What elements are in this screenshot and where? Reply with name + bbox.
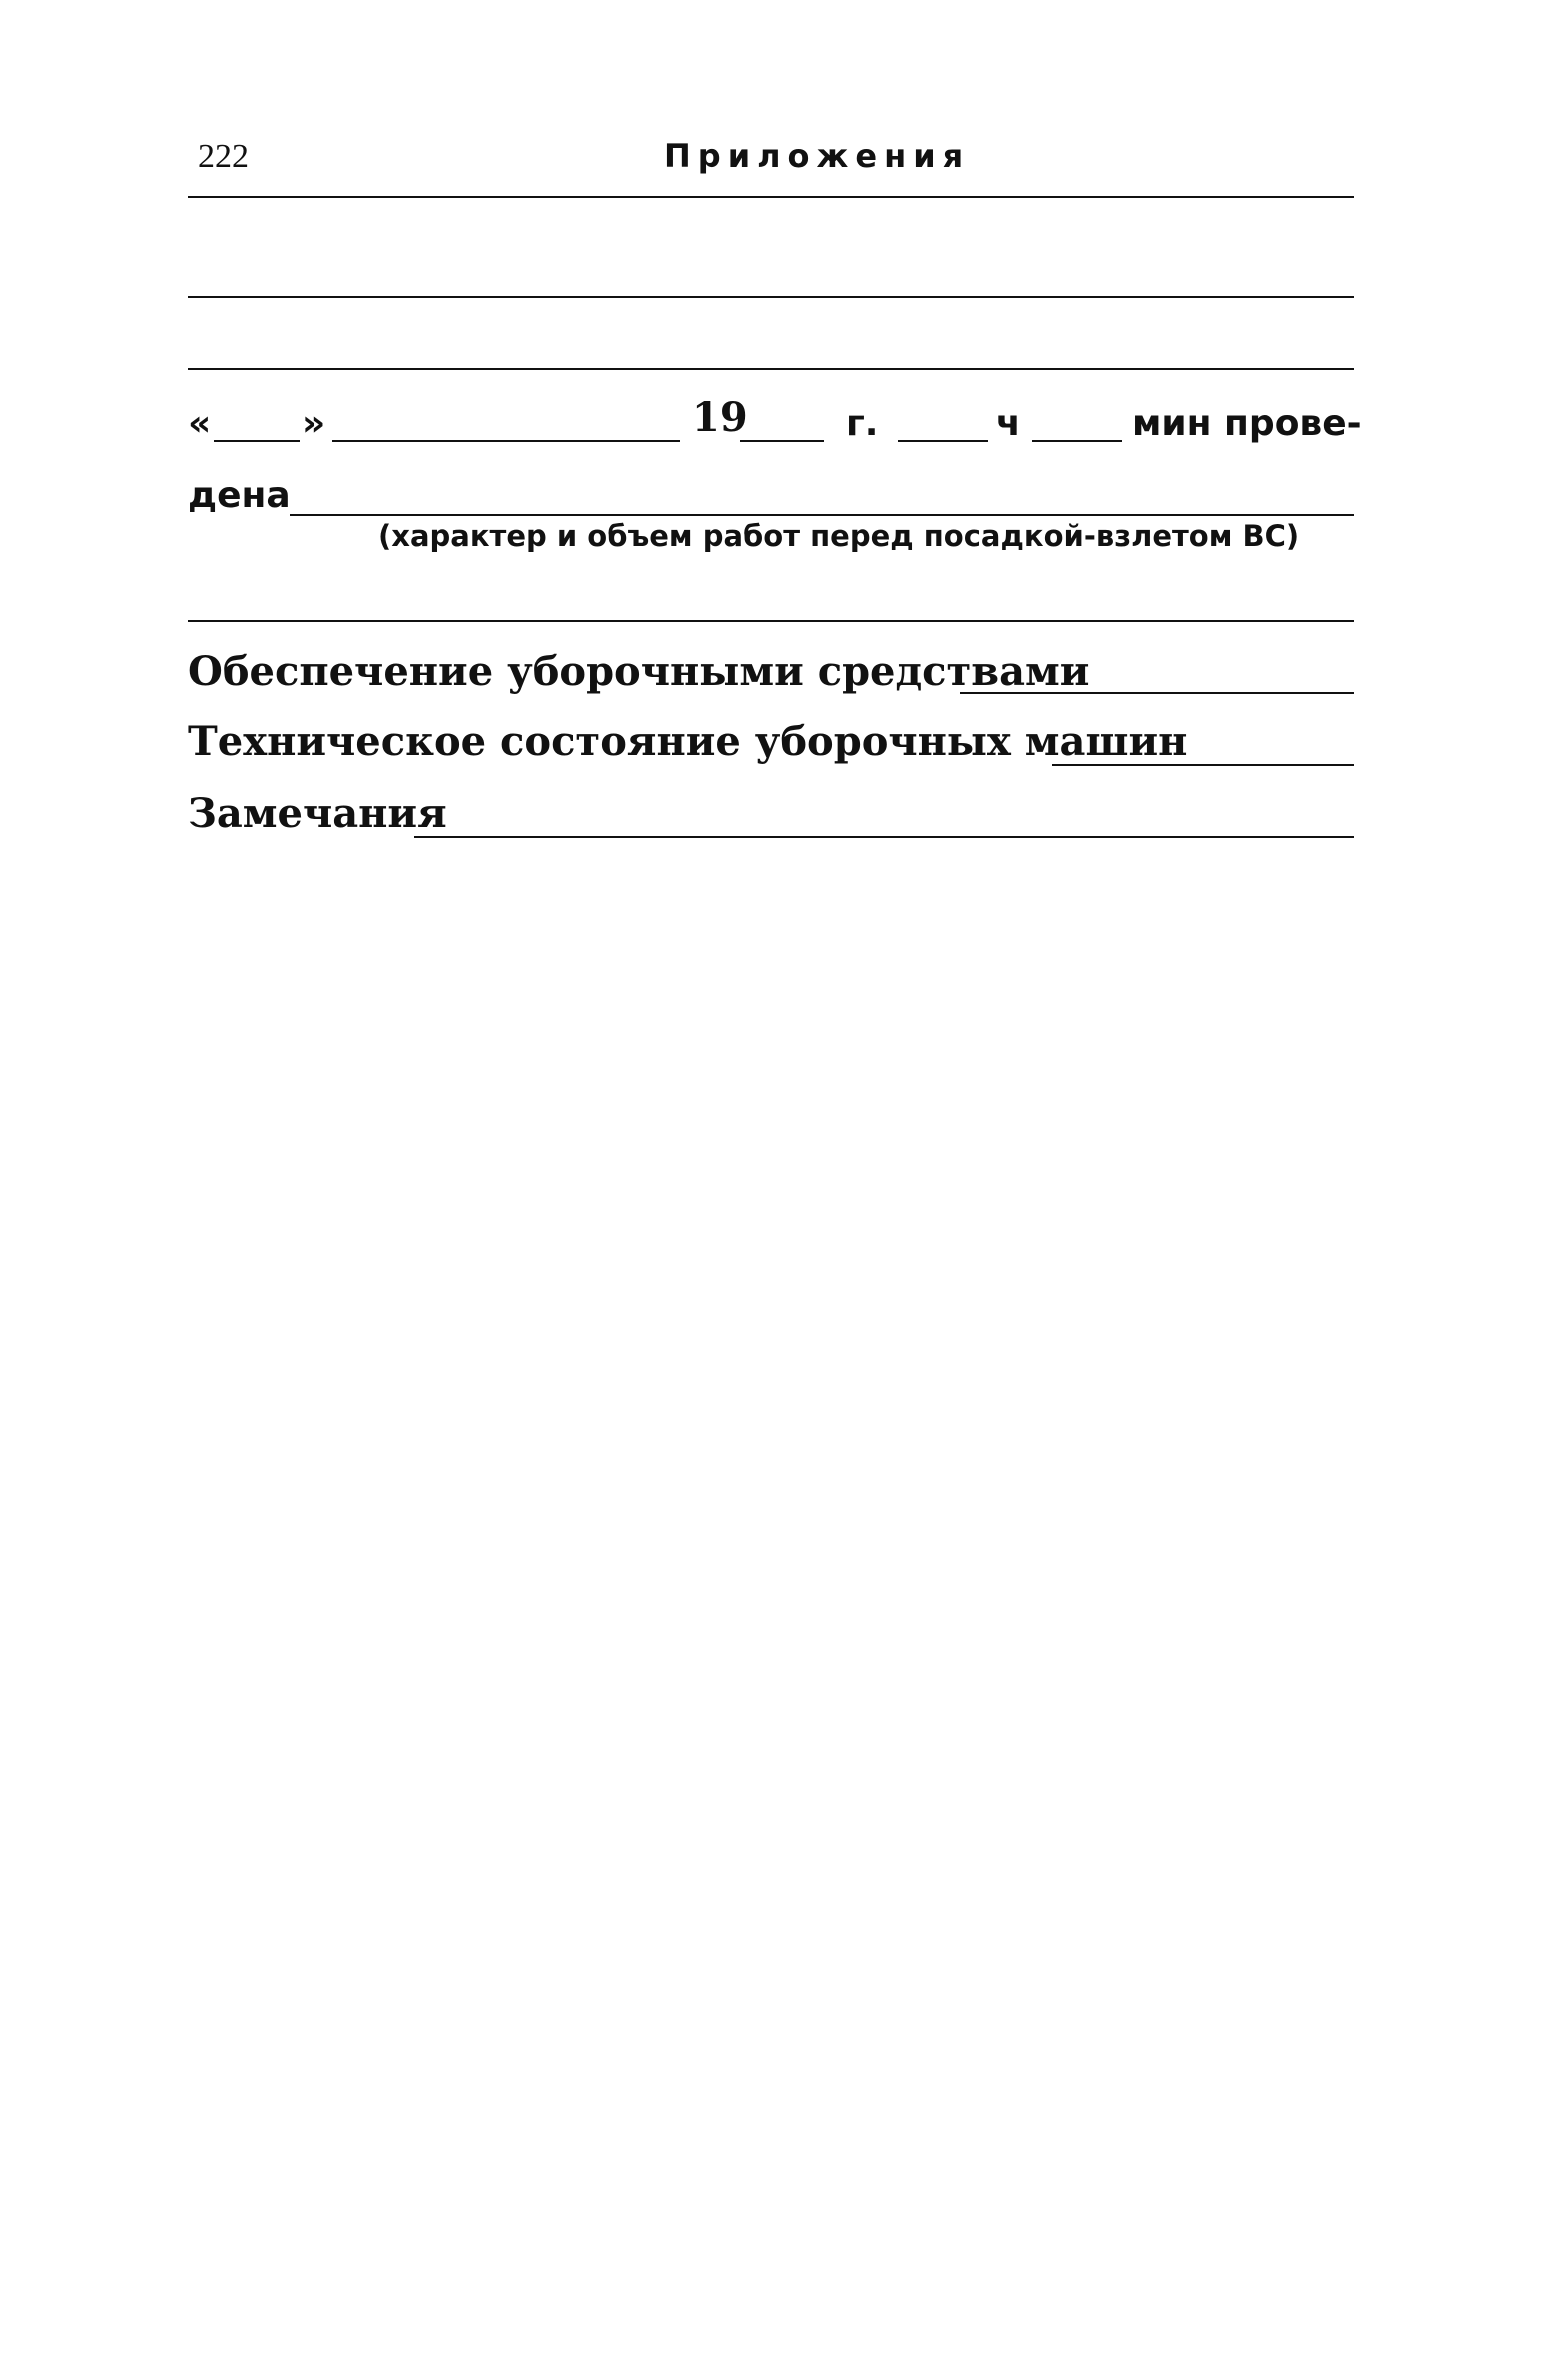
remarks-blank[interactable] — [414, 836, 1354, 838]
remarks-label: Замечания — [188, 790, 447, 837]
close-quote: » — [302, 403, 326, 444]
year-prefix: 19 — [692, 394, 748, 441]
continuation-blank[interactable] — [188, 620, 1354, 622]
hours-label: ч — [996, 403, 1021, 444]
day-blank[interactable] — [214, 440, 300, 442]
month-blank[interactable] — [332, 440, 680, 442]
blank-line-1[interactable] — [188, 296, 1354, 298]
machine-condition-blank[interactable] — [1052, 764, 1354, 766]
blank-line-2[interactable] — [188, 368, 1354, 370]
minutes-label: мин прове- — [1132, 403, 1362, 444]
conducted-blank[interactable] — [290, 514, 1354, 516]
conducted-caption: (характер и объем работ перед посадкой-взлетом ВС) — [378, 519, 1300, 553]
supply-label: Обеспечение уборочными средствами — [188, 648, 1090, 695]
year-blank[interactable] — [740, 440, 824, 442]
supply-blank[interactable] — [960, 692, 1354, 694]
machine-condition-label: Техническое состояние уборочных машин — [188, 718, 1188, 765]
minutes-blank[interactable] — [1032, 440, 1122, 442]
open-quote: « — [188, 403, 212, 444]
page-number: 222 — [198, 138, 249, 175]
hours-blank[interactable] — [898, 440, 988, 442]
conducted-label: дена — [188, 475, 291, 516]
year-suffix: г. — [846, 403, 879, 444]
running-head: Приложения — [664, 137, 971, 175]
header-rule — [188, 196, 1354, 198]
